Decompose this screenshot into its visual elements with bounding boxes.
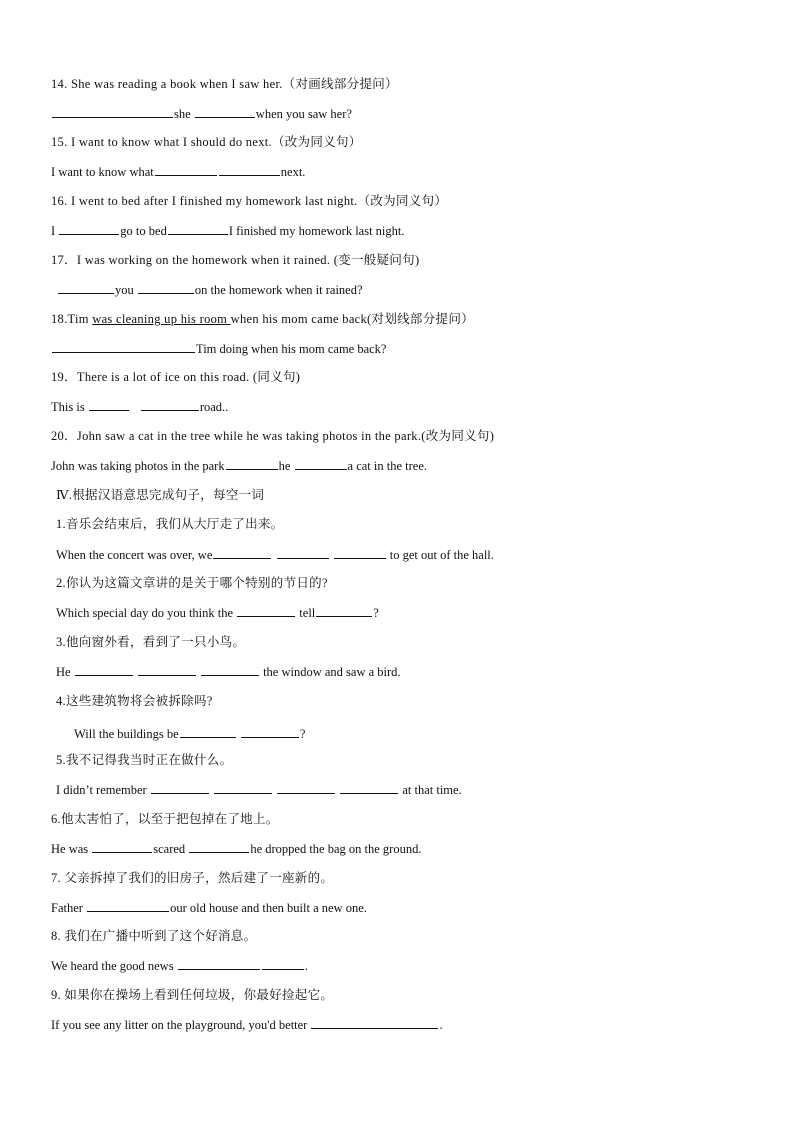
answer-blank[interactable] xyxy=(180,725,236,738)
answer-text: ? xyxy=(373,606,379,620)
s7-answer-line xyxy=(51,899,367,915)
s6-chinese: 6.他太害怕了，以至于把包掉在了地上。 xyxy=(51,812,279,826)
s7-chinese: 7. 父亲拆掉了我们的旧房子，然后建了一座新的。 xyxy=(51,871,334,885)
q14-prompt: 14. She was reading a book when I saw her.（对画线部分提问） xyxy=(51,77,398,91)
s4-chinese: 4.这些建筑物将会被拆除吗? xyxy=(56,694,213,708)
answer-text: when you saw her? xyxy=(255,107,352,121)
answer-text: the window and saw a bird. xyxy=(263,665,401,679)
answer-blank[interactable] xyxy=(151,781,209,794)
answer-blank[interactable] xyxy=(316,604,372,617)
q18-prompt xyxy=(51,311,474,327)
q16-answer-line xyxy=(51,222,405,238)
answer-blank[interactable] xyxy=(52,340,195,353)
answer-text: Which special day do you think the xyxy=(56,606,234,620)
s9-answer-line xyxy=(51,1016,443,1032)
s1-answer-line xyxy=(56,546,494,562)
answer-text: . xyxy=(439,1018,443,1032)
answer-blank[interactable] xyxy=(241,725,299,738)
answer-text: he dropped the bag on the ground. xyxy=(250,842,422,856)
answer-blank[interactable] xyxy=(138,663,196,676)
q14-answer-line xyxy=(51,105,352,121)
s3-answer-line xyxy=(56,663,401,679)
answer-blank[interactable] xyxy=(52,105,173,118)
answer-text: scared xyxy=(153,842,186,856)
answer-text: he xyxy=(278,459,291,473)
section-heading: Ⅳ.根据汉语意思完成句子，每空一词 xyxy=(56,488,265,502)
answer-text: go to bed xyxy=(120,224,167,238)
s3-chinese: 3.他向窗外看，看到了一只小鸟。 xyxy=(56,635,246,649)
s6-answer-line xyxy=(51,840,421,856)
answer-blank[interactable] xyxy=(87,899,169,912)
answer-text: We heard the good news xyxy=(51,959,174,973)
answer-blank[interactable] xyxy=(277,781,335,794)
answer-blank[interactable] xyxy=(59,222,119,235)
answer-text: a cat in the tree. xyxy=(347,459,427,473)
answer-text: you xyxy=(115,283,134,297)
answer-blank[interactable] xyxy=(262,957,304,970)
prompt-text: when his mom came back(对划线部分提问） xyxy=(230,312,474,326)
s5-chinese: 5.我不记得我当时正在做什么。 xyxy=(56,753,233,767)
q15-prompt: 15. I want to know what I should do next.（改为同义句） xyxy=(51,135,362,149)
answer-blank[interactable] xyxy=(168,222,228,235)
s1-chinese: 1.音乐会结束后，我们从大厅走了出来。 xyxy=(56,517,284,531)
q20-prompt: 20．John saw a cat in the tree while he was taking photos in the park.(改为同义句) xyxy=(51,429,495,443)
q15-answer-line xyxy=(51,163,305,179)
answer-text: He xyxy=(56,665,71,679)
answer-text: on the homework when it rained? xyxy=(194,283,363,297)
answer-blank[interactable] xyxy=(237,604,295,617)
answer-text: road.. xyxy=(199,400,229,414)
answer-blank[interactable] xyxy=(340,781,398,794)
answer-blank[interactable] xyxy=(334,546,386,559)
answer-text: tell xyxy=(299,606,316,620)
q19-prompt: 19．There is a lot of ice on this road. (同义句) xyxy=(51,370,301,384)
answer-blank[interactable] xyxy=(214,781,272,794)
answer-text: When the concert was over, we xyxy=(56,548,213,562)
s2-chinese: 2.你认为这篇文章讲的是关于哪个特别的节日的? xyxy=(56,576,328,590)
s9-chinese: 9. 如果你在操场上看到任何垃圾，你最好捡起它。 xyxy=(51,988,334,1002)
answer-text: This is xyxy=(51,400,85,414)
answer-blank[interactable] xyxy=(201,663,259,676)
answer-blank[interactable] xyxy=(178,957,260,970)
answer-blank[interactable] xyxy=(189,840,249,853)
answer-text: Tim doing when his mom came back? xyxy=(196,342,387,356)
answer-text: next. xyxy=(280,165,306,179)
answer-blank[interactable] xyxy=(277,546,329,559)
answer-text: . xyxy=(304,959,308,973)
answer-text: Father xyxy=(51,901,83,915)
answer-text: He was xyxy=(51,842,89,856)
underlined-phrase: was cleaning up his room xyxy=(92,312,231,326)
answer-blank[interactable] xyxy=(195,105,255,118)
answer-blank[interactable] xyxy=(213,546,271,559)
q17-answer-line xyxy=(51,281,363,297)
answer-text: Will the buildings be xyxy=(74,727,179,741)
answer-text: I didn’t remember xyxy=(56,783,147,797)
prompt-text: 18.Tim xyxy=(51,312,93,326)
answer-text: to get out of the hall. xyxy=(389,548,494,562)
answer-blank[interactable] xyxy=(295,457,347,470)
answer-text: at that time. xyxy=(402,783,462,797)
answer-blank[interactable] xyxy=(219,163,280,176)
answer-text: she xyxy=(174,107,191,121)
answer-text: our old house and then built a new one. xyxy=(170,901,367,915)
answer-blank[interactable] xyxy=(226,457,278,470)
q17-prompt: 17．I was working on the homework when it rained. (变一般疑问句) xyxy=(51,253,420,267)
answer-text: I want to know what xyxy=(51,165,154,179)
s2-answer-line xyxy=(56,604,379,620)
s8-chinese: 8. 我们在广播中听到了这个好消息。 xyxy=(51,929,257,943)
s5-answer-line xyxy=(56,781,462,797)
answer-text: ? xyxy=(299,727,306,741)
answer-blank[interactable] xyxy=(138,281,194,294)
q18-answer-line xyxy=(51,340,387,356)
answer-blank[interactable] xyxy=(311,1016,438,1029)
q16-prompt: 16. I went to bed after I finished my homework last night.（改为同义句） xyxy=(51,194,448,208)
answer-text: If you see any litter on the playground, you'd better xyxy=(51,1018,308,1032)
q19-answer-line xyxy=(51,398,228,414)
answer-blank[interactable] xyxy=(155,163,217,176)
answer-blank[interactable] xyxy=(58,281,114,294)
answer-blank[interactable] xyxy=(89,398,129,411)
answer-blank[interactable] xyxy=(141,398,199,411)
answer-blank[interactable] xyxy=(75,663,133,676)
answer-text: I finished my homework last night. xyxy=(228,224,405,238)
answer-text: I xyxy=(51,224,56,238)
answer-text: John was taking photos in the park xyxy=(51,459,225,473)
s4-answer-line xyxy=(74,725,305,741)
q20-answer-line xyxy=(51,457,427,473)
answer-blank[interactable] xyxy=(92,840,152,853)
s8-answer-line xyxy=(51,957,308,973)
